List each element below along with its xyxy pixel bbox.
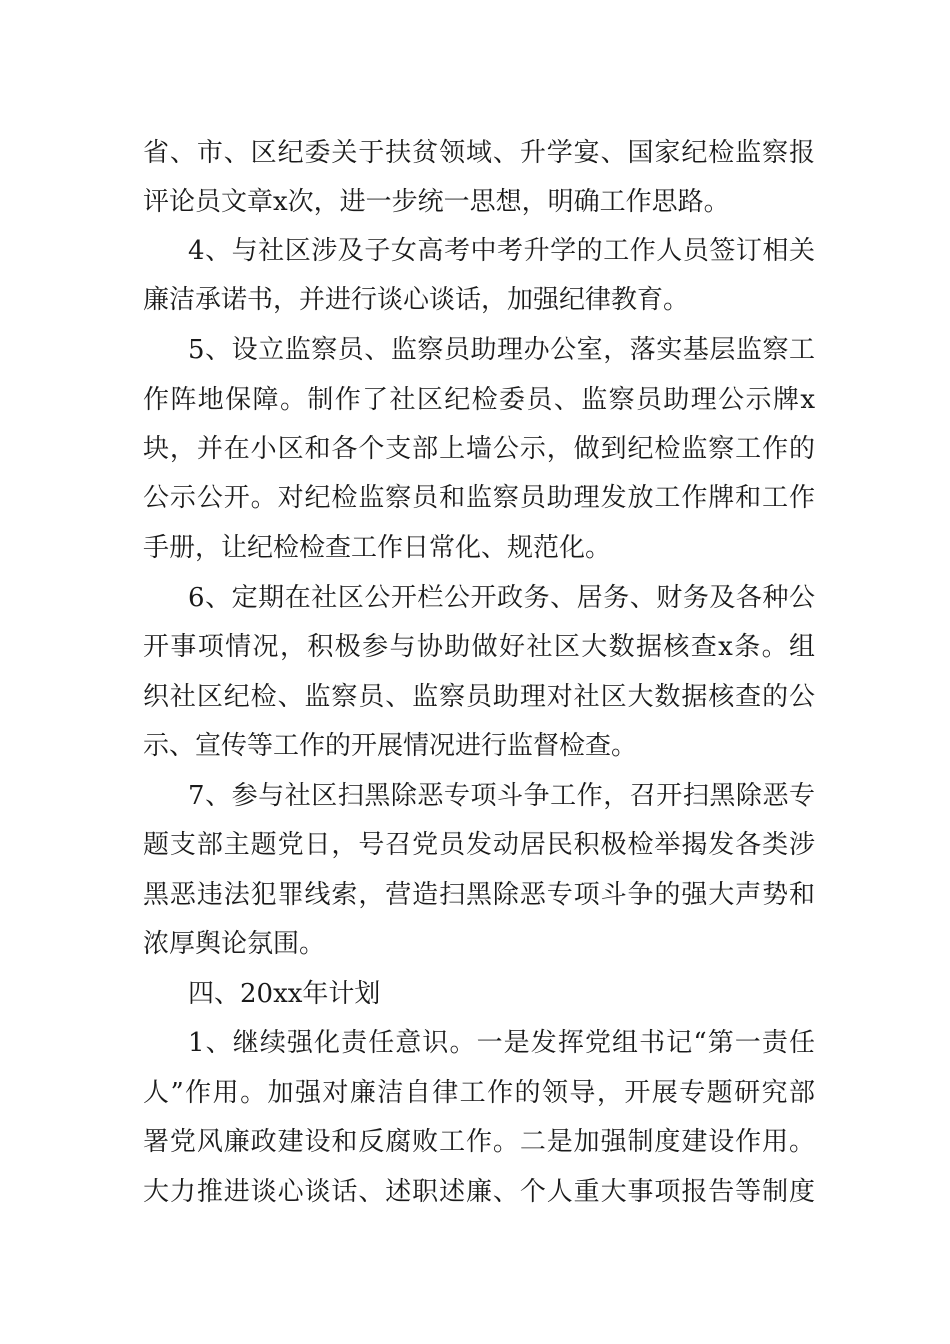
text-line: 公示公开。对纪检监察员和监察员助理发放工作牌和工作 [143, 483, 815, 513]
paragraph-start-line: 7、参与社区扫黑除恶专项斗争工作，召开扫黑除恶专 [188, 781, 815, 811]
text-line: 开事项情况，积极参与协助做好社区大数据核查x条。组 [143, 632, 815, 662]
paragraph-start-line: 4、与社区涉及子女高考中考升学的工作人员签订相关 [188, 236, 815, 266]
text-line: 大力推进谈心谈话、述职述廉、个人重大事项报告等制度 [143, 1177, 815, 1207]
text-line: 示、宣传等工作的开展情况进行监督检查。 [143, 731, 638, 761]
text-line: 题支部主题党日，号召党员发动居民积极检举揭发各类涉 [143, 830, 815, 860]
text-line: 署党风廉政建设和反腐败工作。二是加强制度建设作用。 [143, 1127, 815, 1157]
text-line: 织社区纪检、监察员、监察员助理对社区大数据核查的公 [143, 682, 815, 712]
paragraph-start-line: 1、继续强化责任意识。一是发挥党组书记“第一责任 [188, 1028, 815, 1058]
text-line: 黑恶违法犯罪线索，营造扫黑除恶专项斗争的强大声势和 [143, 880, 815, 910]
paragraph-start-line: 5、设立监察员、监察员助理办公室，落实基层监察工 [188, 335, 815, 365]
text-line: 作阵地保障。制作了社区纪检委员、监察员助理公示牌x [143, 385, 815, 415]
text-line: 人”作用。加强对廉洁自律工作的领导，开展专题研究部 [143, 1078, 815, 1108]
text-line: 廉洁承诺书，并进行谈心谈话，加强纪律教育。 [143, 285, 690, 315]
text-line: 手册，让纪检检查工作日常化、规范化。 [143, 533, 612, 563]
text-line: 省、市、区纪委关于扶贫领域、升学宴、国家纪检监察报 [143, 138, 815, 168]
text-line: 评论员文章x次，进一步统一思想，明确工作思路。 [143, 187, 730, 217]
text-line: 块，并在小区和各个支部上墙公示，做到纪检监察工作的 [143, 434, 815, 464]
section-heading: 四、20xx年计划 [188, 979, 381, 1009]
text-line: 浓厚舆论氛围。 [143, 929, 326, 959]
paragraph-start-line: 6、定期在社区公开栏公开政务、居务、财务及各种公 [188, 583, 815, 613]
